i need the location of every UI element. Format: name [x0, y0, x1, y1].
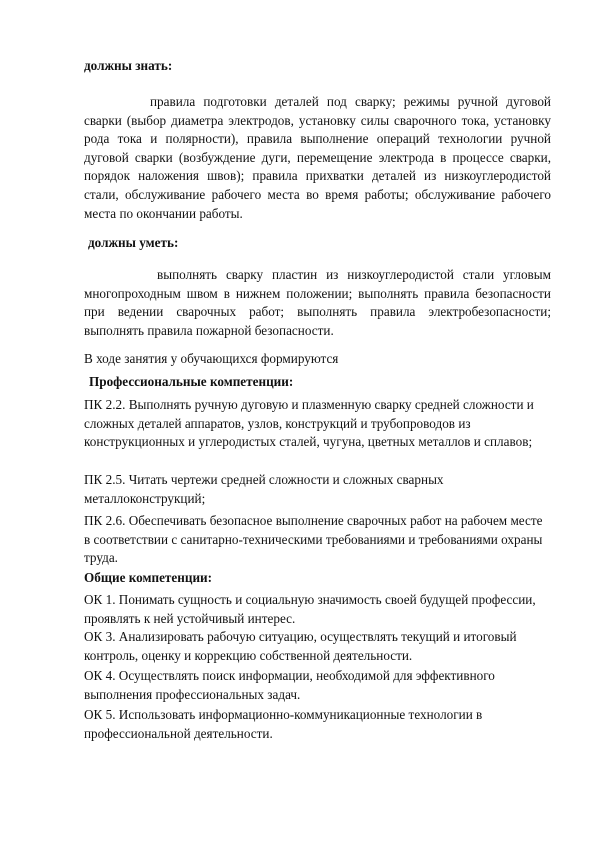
- competency-ok-4: ОК 4. Осуществлять поиск информации, необходимой для эффективного выполнения профессиональных задач.: [84, 668, 495, 702]
- competency-ok-3: ОК 3. Анализировать рабочую ситуацию, осуществлять текущий и итоговый контроль, оценку и коррекцию собственной деятельности.: [84, 629, 517, 663]
- competency-pk-2-2: ПК 2.2. Выполнять ручную дуговую и плазменную сварку средней сложности и сложных деталей аппаратов, узлов, конструкций и трубопроводов из конструкционных и углеродистых сталей, чугуна, цветных металлов и сплавов;: [84, 397, 534, 450]
- must-be-able-paragraph: выполнять сварку пластин из низкоуглеродистой стали угловым многопроходным швом в нижнем положении; выполнять правила безопасности при ведении сварочных работ; выполнять правила электробезопасности; выполнять правила пожарной безопасности.: [84, 267, 551, 338]
- competency-pk-2-6: ПК 2.6. Обеспечивать безопасное выполнение сварочных работ на рабочем месте в соответствии с санитарно-техническими требованиями и требованиями охраны труда.: [84, 513, 543, 566]
- competency-pk-2-5: ПК 2.5. Читать чертежи средней сложности и сложных сварных металлоконструкций;: [84, 472, 444, 506]
- heading-must-be-able: должны уметь:: [88, 235, 179, 250]
- heading-must-know: должны знать:: [84, 58, 173, 73]
- must-know-paragraph: правила подготовки деталей под сварку; режимы ручной дуговой сварки (выбор диаметра электродов, установку силы сварочного тока, установку рода тока и полярности), правила выполнение операций технологии ручной дуговой сварки (возбуждение дуги, перемещение электрода в процессе сварки, порядок наложения швов); правила прихватки деталей из низкоуглеродистой стали, обслуживание рабочего места во время работы; обслуживание рабочего места по окончании работы.: [84, 94, 551, 221]
- competency-ok-5: ОК 5. Использовать информационно-коммуникационные технологии в профессиональной деятельности.: [84, 707, 483, 741]
- competency-ok-1: ОК 1. Понимать сущность и социальную значимость своей будущей профессии, проявлять к ней устойчивый интерес.: [84, 592, 536, 626]
- heading-professional-competencies: Профессиональные компетенции:: [89, 374, 294, 389]
- competencies-intro: В ходе занятия у обучающихся формируются: [84, 351, 339, 366]
- heading-general-competencies: Общие компетенции:: [84, 570, 213, 585]
